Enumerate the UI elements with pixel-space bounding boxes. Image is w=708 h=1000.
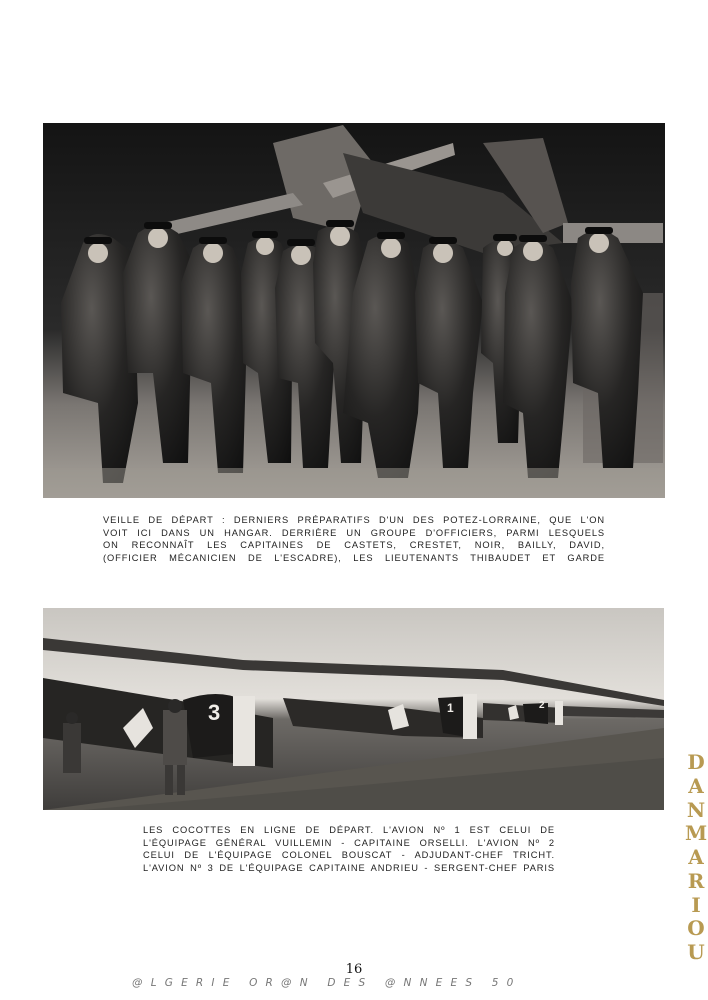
caption-line: VEILLE DE DÉPART : DERNIERS PRÉPARATIFS D'UN DES POTEZ-LORRAINE, QUE L'ON bbox=[103, 515, 605, 525]
watermark-letter: A bbox=[688, 773, 704, 798]
hangar-photo-caption bbox=[43, 498, 665, 608]
plane-number-3: 3 bbox=[208, 700, 221, 725]
watermark-letter: O bbox=[687, 916, 705, 941]
biplanes-lineup-photo bbox=[43, 608, 664, 810]
side-watermark bbox=[685, 752, 707, 962]
watermark-letter: M bbox=[684, 821, 708, 846]
plane-number-2: 2 bbox=[539, 700, 545, 711]
watermark-letter: A bbox=[688, 845, 704, 869]
caption-line: L'ÉQUIPAGE GÉNÉRAL VUILLEMIN - CAPITAINE ORSELLI. L'AVION Nº 2 bbox=[143, 837, 555, 848]
watermark-letter: U bbox=[687, 940, 705, 964]
caption-line: CELUI DE L'ÉQUIPAGE COLONEL BOUSCAT - ADJUDANT-CHEF TRICHT. bbox=[143, 850, 555, 860]
caption-line: L'AVION Nº 3 DE L'ÉQUIPAGE CAPITAINE ANDRIEU - SERGENT-CHEF PARIS bbox=[143, 862, 555, 873]
watermark-letter: R bbox=[687, 868, 705, 893]
caption-line: LES COCOTTES EN LIGNE DE DÉPART. L'AVION Nº 1 EST CELUI DE bbox=[143, 825, 555, 835]
hangar-officers-photo bbox=[43, 123, 665, 498]
caption-line: VOIT ICI DANS UN HANGAR. DERRIÈRE UN GROUPE D'OFFICIERS, PARMI LESQUELS bbox=[103, 527, 605, 538]
caption-line: ON RECONNAÎT LES CAPITAINES DE CASTETS, CRESTET, NOIR, BAILLY, DAVID, bbox=[103, 540, 605, 550]
caption-line: (OFFICIER MÉCANICIEN DE L'ESCADRE), LES LIEUTENANTS THIBAUDET ET GARDE bbox=[103, 552, 605, 563]
page-number: 16 bbox=[345, 962, 363, 977]
watermark-letter: I bbox=[691, 892, 701, 917]
plane-number-1: 1 bbox=[447, 701, 454, 715]
footer-title: @LGERIE OR@N DES @NNEES 50 bbox=[132, 977, 522, 989]
watermark-letter: N bbox=[686, 797, 706, 822]
lineup-photo-caption bbox=[43, 810, 665, 875]
watermark-letter: D bbox=[687, 750, 705, 774]
